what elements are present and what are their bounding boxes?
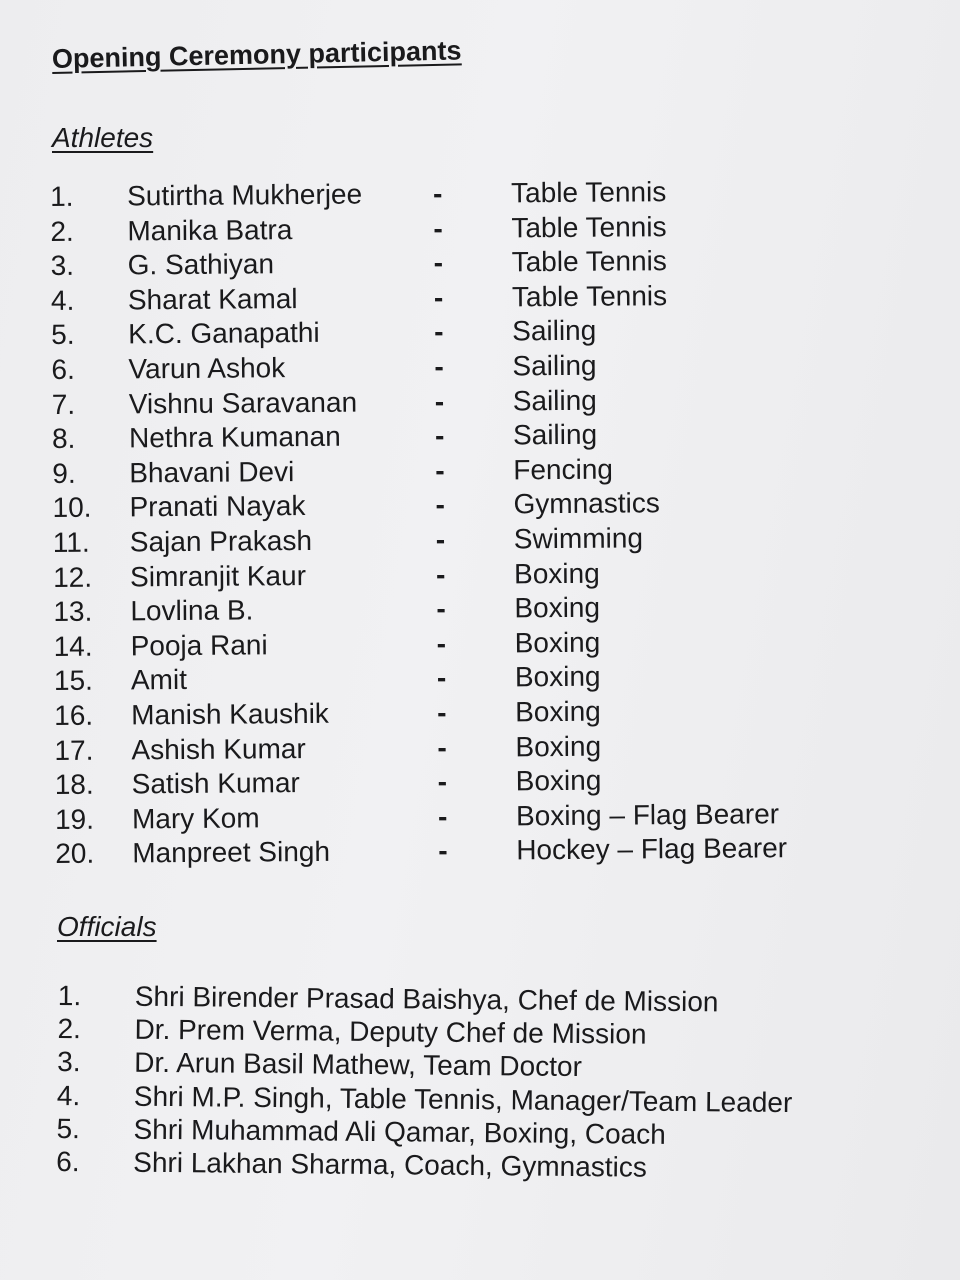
official-number: 6.	[56, 1145, 80, 1178]
athlete-number: 12.	[52, 561, 93, 593]
athlete-separator: -	[435, 523, 446, 555]
athlete-number: 2.	[50, 215, 74, 247]
athlete-separator: -	[434, 350, 444, 382]
athlete-name: Varun Ashok	[128, 352, 286, 385]
athlete-number: 18.	[54, 768, 94, 801]
page-title: Opening Ceremony participants	[51, 35, 462, 74]
athlete-number: 11.	[52, 526, 90, 558]
official-text: Shri Muhammad Ali Qamar, Boxing, Coach	[133, 1113, 666, 1150]
athlete-sport: Gymnastics	[513, 487, 660, 520]
athlete-sport: Boxing	[513, 557, 600, 589]
athlete-name: Amit	[130, 664, 188, 696]
athlete-separator: -	[433, 212, 443, 244]
official-text: Shri Lakhan Sharma, Coach, Gymnastics	[133, 1146, 647, 1183]
athlete-separator: -	[435, 558, 446, 590]
athlete-sport: Sailing	[512, 418, 598, 451]
athlete-separator: -	[437, 731, 447, 763]
athlete-sport: Boxing	[514, 591, 601, 624]
athlete-name: Nethra Kumanan	[128, 420, 341, 454]
athlete-row	[55, 832, 855, 873]
athlete-name: Pranati Nayak	[129, 490, 306, 523]
athlete-sport: Hockey – Flag Bearer	[516, 832, 788, 866]
athlete-number: 9.	[52, 457, 76, 489]
athlete-number: 14.	[53, 630, 93, 662]
athlete-number: 1.	[50, 180, 74, 212]
athlete-sport: Table Tennis	[511, 245, 667, 278]
athlete-separator: -	[435, 454, 445, 486]
athlete-name: Manika Batra	[127, 213, 293, 246]
athlete-sport: Fencing	[513, 453, 614, 486]
official-text: Dr. Arun Basil Mathew, Team Doctor	[134, 1047, 583, 1083]
athlete-name: Simranjit Kaur	[129, 559, 307, 592]
athlete-separator: -	[433, 247, 444, 279]
athlete-name: Sutirtha Mukherjee	[126, 178, 363, 212]
athlete-sport: Boxing	[515, 764, 602, 797]
official-text: Dr. Prem Verma, Deputy Chef de Mission	[134, 1013, 647, 1050]
athlete-sport: Boxing – Flag Bearer	[515, 797, 780, 832]
athlete-separator: -	[436, 662, 447, 694]
official-number: 5.	[56, 1112, 81, 1144]
official-text: Shri Birender Prasad Baishya, Chef de Mission	[134, 980, 719, 1018]
athlete-name: Ashish Kumar	[131, 732, 306, 765]
athlete-number: 15.	[53, 664, 93, 697]
athlete-separator: -	[437, 765, 448, 798]
athlete-number: 16.	[54, 699, 94, 731]
athlete-separator: -	[432, 177, 443, 209]
athlete-separator: -	[436, 627, 447, 659]
athlete-sport: Swimming	[513, 522, 644, 555]
athlete-number: 7.	[51, 388, 76, 420]
athlete-name: K.C. Ganapathi	[128, 317, 320, 350]
athlete-number: 8.	[51, 422, 76, 455]
athlete-number: 4.	[50, 284, 75, 316]
athlete-number: 10.	[52, 492, 92, 524]
athlete-separator: -	[435, 489, 446, 521]
athlete-sport: Table Tennis	[511, 210, 667, 243]
officials-heading: Officials	[57, 911, 157, 942]
athlete-sport: Sailing	[512, 384, 597, 416]
athlete-name: Manpreet Singh	[132, 836, 331, 869]
athletes-list	[50, 175, 855, 873]
athlete-name: Sajan Prakash	[129, 524, 313, 558]
athlete-number: 5.	[51, 319, 75, 351]
athlete-separator: -	[434, 420, 445, 452]
official-number: 4.	[56, 1079, 81, 1111]
athlete-separator: -	[437, 696, 447, 728]
official-number: 2.	[57, 1013, 82, 1045]
athlete-name: Sharat Kamal	[127, 282, 298, 316]
athlete-name: Satish Kumar	[131, 767, 300, 800]
athletes-heading: Athletes	[52, 122, 154, 153]
athlete-number: 19.	[54, 803, 95, 835]
athlete-separator: -	[437, 800, 448, 832]
official-text: Shri M.P. Singh, Table Tennis, Manager/Team Leader	[133, 1080, 793, 1118]
athlete-separator: -	[438, 835, 448, 867]
athlete-separator: -	[434, 316, 444, 348]
officials-list	[56, 980, 918, 1187]
athlete-name: Mary Kom	[131, 802, 260, 835]
athlete-number: 6.	[51, 353, 75, 385]
athlete-sport: Boxing	[514, 661, 601, 693]
athlete-number: 17.	[54, 734, 94, 766]
athlete-separator: -	[436, 593, 446, 625]
athlete-sport: Table Tennis	[510, 176, 667, 209]
athlete-separator: -	[433, 281, 444, 313]
athlete-sport: Boxing	[515, 730, 602, 762]
athlete-sport: Table Tennis	[511, 279, 668, 313]
athlete-name: Lovlina B.	[130, 594, 254, 627]
athlete-name: Vishnu Saravanan	[128, 386, 358, 419]
athlete-sport: Sailing	[512, 315, 597, 347]
athlete-name: G. Sathiyan	[127, 248, 275, 281]
official-row	[56, 1146, 916, 1187]
official-number: 3.	[57, 1046, 81, 1078]
athlete-name: Pooja Rani	[130, 629, 268, 662]
athlete-number: 13.	[53, 595, 93, 628]
athlete-number: 20.	[55, 837, 95, 870]
athlete-sport: Sailing	[512, 349, 597, 382]
athlete-sport: Boxing	[514, 626, 601, 659]
official-number: 1.	[57, 980, 82, 1012]
athlete-number: 3.	[50, 250, 75, 282]
athlete-name: Manish Kaushik	[131, 697, 329, 731]
athlete-sport: Boxing	[515, 695, 601, 728]
athlete-separator: -	[434, 385, 445, 417]
athlete-name: Bhavani Devi	[129, 455, 295, 489]
